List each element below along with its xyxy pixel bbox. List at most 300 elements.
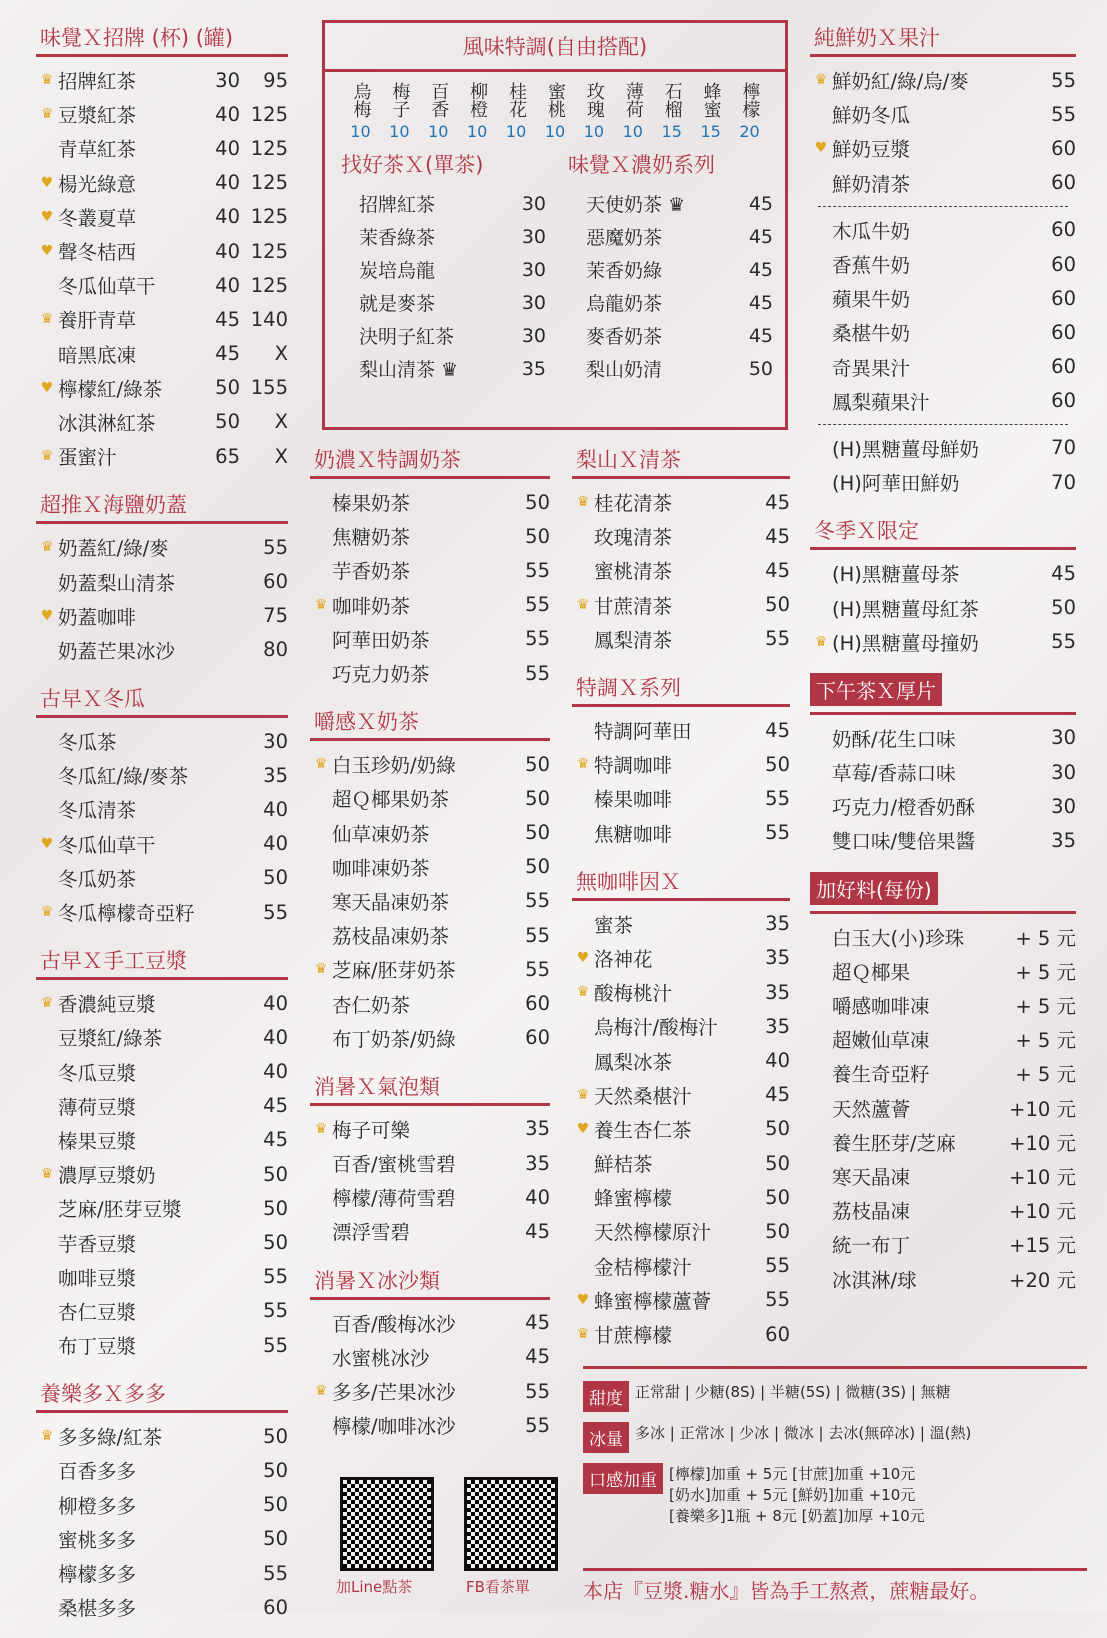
crown-icon: ♛ xyxy=(314,596,328,613)
menu-item xyxy=(36,564,288,598)
item-price: 50 xyxy=(525,855,550,879)
item-price-can: X xyxy=(274,444,288,468)
menu-item xyxy=(310,1214,550,1248)
item-price: 40 xyxy=(215,102,240,126)
menu-item xyxy=(572,588,790,622)
item-price: 50 xyxy=(263,1527,288,1551)
item-price-can: 125 xyxy=(250,136,288,160)
menu-item xyxy=(36,758,288,792)
item-price: +10 元 xyxy=(1009,1131,1076,1155)
item-name: 就是麥茶 xyxy=(359,293,436,315)
item-name: 榛果豆漿 xyxy=(58,1129,137,1153)
menu-item xyxy=(572,1180,790,1214)
item-name: 濃厚豆漿奶 xyxy=(58,1164,156,1188)
crown-icon: ♛ xyxy=(40,995,54,1012)
item-name: 嚼感咖啡凍 xyxy=(832,995,930,1019)
item-name: 桂花清茶 xyxy=(594,492,673,516)
section-title: 消暑Ｘ冰沙類 xyxy=(310,1263,550,1300)
item-name: 冬瓜清茶 xyxy=(58,799,137,823)
item-price: 40 xyxy=(215,273,240,297)
menu-item xyxy=(572,1009,790,1043)
crown-icon: ♛ xyxy=(314,1383,328,1400)
menu-item xyxy=(810,789,1076,823)
menu-item xyxy=(564,187,773,220)
item-price: 55 xyxy=(1051,102,1076,126)
menu-item xyxy=(310,1306,550,1340)
item-price-can: 125 xyxy=(250,171,288,195)
item-price: 40 xyxy=(765,1049,790,1073)
menu-item xyxy=(564,286,773,319)
menu-section xyxy=(36,1376,288,1624)
item-price: 40 xyxy=(215,171,240,195)
item-name: 咖啡奶茶 xyxy=(332,594,411,618)
item-name: 鮮奶豆漿 xyxy=(832,138,911,162)
item-name: 布丁奶茶/奶綠 xyxy=(332,1027,456,1051)
item-name: 鮮桔茶 xyxy=(594,1153,653,1177)
menu-section xyxy=(810,513,1076,659)
item-name: (H)黑糖薑母紅茶 xyxy=(832,597,979,621)
menu-item xyxy=(36,1294,288,1328)
menu-item xyxy=(810,166,1076,200)
menu-item xyxy=(810,97,1076,131)
section-title: 古早Ｘ冬瓜 xyxy=(36,681,288,718)
item-name: 柳橙多多 xyxy=(58,1494,137,1518)
item-price: 60 xyxy=(765,1322,790,1346)
menu-item xyxy=(337,352,546,385)
item-name: 天使奶茶 ♛ xyxy=(586,194,686,216)
recommend-icon: ♥ xyxy=(576,949,590,966)
menu-item xyxy=(810,721,1076,755)
line-qr-code[interactable] xyxy=(340,1477,434,1571)
item-name: 芝麻/胚芽豆漿 xyxy=(58,1198,182,1222)
item-price: 45 xyxy=(765,524,790,548)
recommend-icon: ♥ xyxy=(40,607,54,624)
item-name: (H)黑糖薑母茶 xyxy=(832,563,960,587)
item-name: 巧克力/橙香奶酥 xyxy=(832,796,976,820)
item-name: 薄荷豆漿 xyxy=(58,1095,137,1119)
recommend-icon: ♥ xyxy=(40,174,54,191)
item-price: 45 xyxy=(263,1094,288,1118)
item-name: 水蜜桃冰沙 xyxy=(332,1346,430,1370)
menu-section xyxy=(564,147,773,385)
recommend-icon: ♥ xyxy=(814,140,828,157)
item-price: 55 xyxy=(765,1288,790,1312)
item-price: 50 xyxy=(1051,596,1076,620)
item-price: 50 xyxy=(525,490,550,514)
menu-item xyxy=(36,63,288,97)
item-price-can: 125 xyxy=(250,273,288,297)
item-price: +10 元 xyxy=(1009,1200,1076,1224)
item-price: 50 xyxy=(525,821,550,845)
item-price: 40 xyxy=(215,205,240,229)
section-title-wrap xyxy=(810,872,1076,914)
item-price: 60 xyxy=(1051,389,1076,413)
item-name: 洛神花 xyxy=(594,947,653,971)
item-name: 杏仁奶茶 xyxy=(332,993,411,1017)
item-name: 冰淇淋/球 xyxy=(832,1268,917,1292)
menu-item xyxy=(310,1340,550,1374)
item-price: 70 xyxy=(1051,436,1076,460)
item-price: 80 xyxy=(263,638,288,662)
menu-item xyxy=(36,1556,288,1590)
flavor-price: 15 xyxy=(661,122,682,141)
crown-icon: ♛ xyxy=(40,539,54,556)
item-price: 30 xyxy=(1051,794,1076,818)
menu-item xyxy=(310,850,550,884)
menu-item xyxy=(810,823,1076,857)
item-price: 35 xyxy=(525,1151,550,1175)
sweetness-options: 正常甜 | 少糖(8S) | 半糖(5S) | 微糖(3S) | 無糖 xyxy=(635,1383,951,1401)
menu-item xyxy=(810,625,1076,659)
taste-label: 口感加重 xyxy=(583,1463,663,1494)
menu-column-1 xyxy=(36,20,288,1638)
item-price: 50 xyxy=(765,1151,790,1175)
item-name: 巧克力奶茶 xyxy=(332,663,430,687)
item-price: 40 xyxy=(263,832,288,856)
options-legend xyxy=(583,1366,1087,1536)
taste-line: [奶水]加重 + 5元 [鮮奶]加重 +10元 xyxy=(669,1486,916,1504)
menu-item xyxy=(810,1022,1076,1056)
item-name: 芝麻/胚芽奶茶 xyxy=(332,959,456,983)
menu-item xyxy=(572,713,790,747)
item-price: 55 xyxy=(1051,68,1076,92)
item-price-can: 95 xyxy=(263,68,288,92)
menu-item xyxy=(572,1249,790,1283)
menu-section xyxy=(310,442,550,690)
item-price: + 5 元 xyxy=(1015,926,1076,950)
menu-item xyxy=(36,530,288,564)
item-price: 50 xyxy=(263,1424,288,1448)
item-price: 45 xyxy=(525,1345,550,1369)
menu-item xyxy=(310,1112,550,1146)
item-price: 45 xyxy=(748,324,773,347)
menu-item xyxy=(572,816,790,850)
menu-item xyxy=(36,861,288,895)
item-name: 招牌紅茶 xyxy=(359,194,436,216)
menu-section xyxy=(572,670,790,850)
item-price: + 5 元 xyxy=(1015,1063,1076,1087)
flavor-price: 10 xyxy=(466,122,488,141)
item-price: 55 xyxy=(525,889,550,913)
item-name: 冬瓜豆漿 xyxy=(58,1061,137,1085)
fb-qr-code[interactable] xyxy=(464,1477,558,1571)
menu-item xyxy=(572,975,790,1009)
item-price: 55 xyxy=(263,1561,288,1585)
menu-section xyxy=(36,487,288,667)
item-price: 30 xyxy=(521,225,546,248)
menu-item xyxy=(572,781,790,815)
item-price: 60 xyxy=(525,1026,550,1050)
menu-section xyxy=(310,1069,550,1249)
flavor-name: 檸檬 xyxy=(739,82,761,118)
item-price: 45 xyxy=(748,192,773,215)
item-name: 天然桑椹汁 xyxy=(594,1084,692,1108)
item-price: 45 xyxy=(748,291,773,314)
menu-item xyxy=(36,1453,288,1487)
item-price: 55 xyxy=(525,923,550,947)
item-price: +15 元 xyxy=(1009,1234,1076,1258)
item-name: 鮮奶冬瓜 xyxy=(832,104,911,128)
item-price: 45 xyxy=(765,558,790,582)
menu-item xyxy=(310,1374,550,1408)
menu-section xyxy=(572,864,790,1351)
item-price: 40 xyxy=(263,1060,288,1084)
item-name: 蘋果牛奶 xyxy=(832,288,911,312)
item-price: 35 xyxy=(525,1117,550,1141)
item-name: 奶蓋芒果冰沙 xyxy=(58,639,176,663)
item-name: 梨山奶清 xyxy=(586,359,663,381)
item-price-can: 125 xyxy=(250,102,288,126)
item-name: 奶蓋咖啡 xyxy=(58,605,137,629)
item-name: 鳳梨清茶 xyxy=(594,628,673,652)
item-price: 55 xyxy=(525,1379,550,1403)
flavor-price: 15 xyxy=(700,122,721,141)
crown-icon: ♛ xyxy=(40,448,54,465)
item-price: 40 xyxy=(215,239,240,263)
menu-item xyxy=(810,556,1076,590)
divider xyxy=(818,206,1068,207)
recommend-icon: ♥ xyxy=(576,1120,590,1137)
menu-item xyxy=(310,1146,550,1180)
menu-item xyxy=(810,465,1076,499)
menu-item xyxy=(36,599,288,633)
section-title: 養樂多Ｘ多多 xyxy=(36,1376,288,1413)
menu-item xyxy=(810,1159,1076,1193)
section-title: 梨山Ｘ清茶 xyxy=(572,442,790,479)
section-title: 無咖啡因Ｘ xyxy=(572,864,790,901)
menu-item xyxy=(36,405,288,439)
crown-icon: ♛ xyxy=(314,961,328,978)
item-name: 仙草凍奶茶 xyxy=(332,822,430,846)
menu-item xyxy=(310,918,550,952)
menu-item xyxy=(36,268,288,302)
menu-item xyxy=(572,519,790,553)
ice-label: 冰量 xyxy=(583,1422,629,1453)
flavor-name: 薄荷 xyxy=(622,82,644,118)
menu-column-2 xyxy=(310,442,550,1456)
item-price: 50 xyxy=(215,376,240,400)
menu-item xyxy=(572,553,790,587)
item-name: 烏梅汁/酸梅汁 xyxy=(594,1016,718,1040)
menu-item xyxy=(810,590,1076,624)
flavor-name: 蜂蜜 xyxy=(700,82,722,118)
item-price: 40 xyxy=(263,797,288,821)
item-name: 茉香綠茶 xyxy=(359,227,436,249)
item-name: 梨山清茶 ♛ xyxy=(359,359,459,381)
crown-icon: ♛ xyxy=(314,1120,328,1137)
item-name: 鮮奶清茶 xyxy=(832,172,911,196)
flavor-name: 桂花 xyxy=(506,82,528,118)
menu-item xyxy=(36,1522,288,1556)
item-name: 鮮奶紅/綠/烏/麥 xyxy=(832,70,969,94)
item-price: 50 xyxy=(263,1162,288,1186)
menu-item xyxy=(572,1317,790,1351)
section-title: 下午茶Ｘ厚片 xyxy=(810,673,942,706)
item-price: 55 xyxy=(525,661,550,685)
flavor-title: 風味特調(自由搭配) xyxy=(325,23,785,72)
item-name: 天然蘆薈 xyxy=(832,1097,911,1121)
menu-item xyxy=(310,588,550,622)
flavor-name: 蜜桃 xyxy=(544,82,566,118)
item-price: 30 xyxy=(215,68,240,92)
item-price: 50 xyxy=(215,410,240,434)
crown-icon: ♛ xyxy=(40,106,54,123)
item-price: 50 xyxy=(263,1231,288,1255)
item-name: 炭培烏龍 xyxy=(359,260,436,282)
section-title: 味覺Ｘ濃奶系列 xyxy=(568,153,715,177)
item-price: 60 xyxy=(1051,320,1076,344)
item-price-can: X xyxy=(274,410,288,434)
item-price: 35 xyxy=(765,912,790,936)
item-price: 60 xyxy=(1051,218,1076,242)
item-name: 暗黑底凍 xyxy=(58,343,137,367)
menu-item xyxy=(310,553,550,587)
menu-item xyxy=(572,747,790,781)
crown-icon: ♛ xyxy=(576,1326,590,1343)
menu-item xyxy=(572,1078,790,1112)
fb-qr-label: FB看茶單 xyxy=(466,1578,530,1596)
menu-item xyxy=(36,1020,288,1054)
menu-item xyxy=(810,1056,1076,1090)
item-price: 55 xyxy=(263,1333,288,1357)
section-title: 奶濃Ｘ特調奶茶 xyxy=(310,442,550,479)
item-price: 50 xyxy=(765,1117,790,1141)
item-price: 45 xyxy=(765,1083,790,1107)
item-name: 寒天晶凍奶茶 xyxy=(332,890,450,914)
flavor-name: 石榴 xyxy=(661,82,683,118)
menu-item xyxy=(310,986,550,1020)
menu-item xyxy=(310,816,550,850)
crown-icon: ♛ xyxy=(814,633,828,650)
item-price: +20 元 xyxy=(1009,1268,1076,1292)
item-name: 豆漿紅/綠茶 xyxy=(58,1027,163,1051)
item-name: 寒天晶凍 xyxy=(832,1165,911,1189)
item-price: 45 xyxy=(765,490,790,514)
menu-item xyxy=(572,1146,790,1180)
flavor-price: 20 xyxy=(739,122,760,141)
item-name: 養肝青草 xyxy=(58,309,137,333)
menu-item xyxy=(310,952,550,986)
menu-item xyxy=(310,519,550,553)
menu-item xyxy=(810,213,1076,247)
item-price: 30 xyxy=(263,729,288,753)
flavor-price: 10 xyxy=(544,122,566,141)
item-name: (H)阿華田鮮奶 xyxy=(832,472,960,496)
menu-column-4 xyxy=(810,20,1076,1310)
item-price: 55 xyxy=(765,821,790,845)
item-price: 50 xyxy=(263,1493,288,1517)
flavor-price: 10 xyxy=(350,122,371,141)
item-price: 35 xyxy=(765,1014,790,1038)
menu-item xyxy=(36,131,288,165)
crown-icon: ♛ xyxy=(40,1166,54,1183)
item-price: 60 xyxy=(263,570,288,594)
item-name: 麥香奶茶 xyxy=(586,326,663,348)
item-name: 蜜桃清茶 xyxy=(594,560,673,584)
ice-options: 多冰 | 正常冰 | 少冰 | 微冰 | 去冰(無碎冰) | 溫(熱) xyxy=(635,1424,972,1442)
flavor-price: 10 xyxy=(389,122,410,141)
menu-item xyxy=(337,187,546,220)
menu-item xyxy=(310,781,550,815)
menu-section xyxy=(572,442,790,656)
flavor-special-box xyxy=(322,20,788,430)
menu-item xyxy=(310,485,550,519)
menu-item xyxy=(36,1328,288,1362)
menu-item xyxy=(310,622,550,656)
menu-item xyxy=(310,884,550,918)
menu-item xyxy=(810,1091,1076,1125)
sweetness-label: 甜度 xyxy=(583,1381,629,1412)
item-price: 45 xyxy=(1051,561,1076,585)
item-name: 奶蓋梨山清茶 xyxy=(58,571,176,595)
item-price: 35 xyxy=(1051,828,1076,852)
item-price: 50 xyxy=(263,1196,288,1220)
item-name: 木瓜牛奶 xyxy=(832,219,911,243)
item-name: 芋香豆漿 xyxy=(58,1232,137,1256)
item-price: 40 xyxy=(263,991,288,1015)
item-name: 荔枝晶凍 xyxy=(832,1200,911,1224)
item-name: 荔枝晶凍奶茶 xyxy=(332,925,450,949)
section-title: 消暑Ｘ氣泡類 xyxy=(310,1069,550,1106)
item-price: 50 xyxy=(525,752,550,776)
menu-section xyxy=(810,673,1076,858)
item-name: 檸檬/薄荷雪碧 xyxy=(332,1187,456,1211)
menu-section xyxy=(310,1263,550,1443)
menu-item xyxy=(36,1191,288,1225)
item-name: 酸梅桃汁 xyxy=(594,982,673,1006)
item-price: 55 xyxy=(263,1265,288,1289)
item-name: 蜂蜜檸檬 xyxy=(594,1187,673,1211)
menu-section xyxy=(36,943,288,1362)
item-price: 55 xyxy=(263,1299,288,1323)
menu-item xyxy=(36,371,288,405)
menu-item xyxy=(810,281,1076,315)
menu-item xyxy=(36,200,288,234)
item-price: 60 xyxy=(1051,355,1076,379)
item-price: 50 xyxy=(525,786,550,810)
menu-section xyxy=(36,20,288,473)
item-name: 冬瓜茶 xyxy=(58,731,117,755)
item-name: 奶酥/花生口味 xyxy=(832,727,956,751)
menu-column-3 xyxy=(572,442,790,1365)
item-name: 養生杏仁茶 xyxy=(594,1118,692,1142)
menu-item xyxy=(810,384,1076,418)
menu-item xyxy=(810,247,1076,281)
item-price: 60 xyxy=(1051,171,1076,195)
menu-item xyxy=(337,319,546,352)
crown-icon: ♛ xyxy=(314,756,328,773)
item-name: 檸檬/咖啡冰沙 xyxy=(332,1415,456,1439)
menu-item xyxy=(36,986,288,1020)
item-price: 55 xyxy=(525,593,550,617)
item-name: 榛果咖啡 xyxy=(594,788,673,812)
item-name: 咖啡凍奶茶 xyxy=(332,856,430,880)
item-name: 奇異果汁 xyxy=(832,356,911,380)
item-price: 60 xyxy=(525,992,550,1016)
item-price-can: 140 xyxy=(250,307,288,331)
menu-item xyxy=(310,656,550,690)
menu-section xyxy=(36,681,288,929)
menu-item xyxy=(572,1283,790,1317)
item-name: 蜜桃多多 xyxy=(58,1528,137,1552)
item-name: 冬叢夏草 xyxy=(58,206,137,230)
menu-item xyxy=(810,920,1076,954)
menu-item xyxy=(36,1055,288,1089)
item-price: 45 xyxy=(215,342,240,366)
menu-item xyxy=(572,485,790,519)
menu-item xyxy=(810,988,1076,1022)
crown-icon: ♛ xyxy=(576,1086,590,1103)
